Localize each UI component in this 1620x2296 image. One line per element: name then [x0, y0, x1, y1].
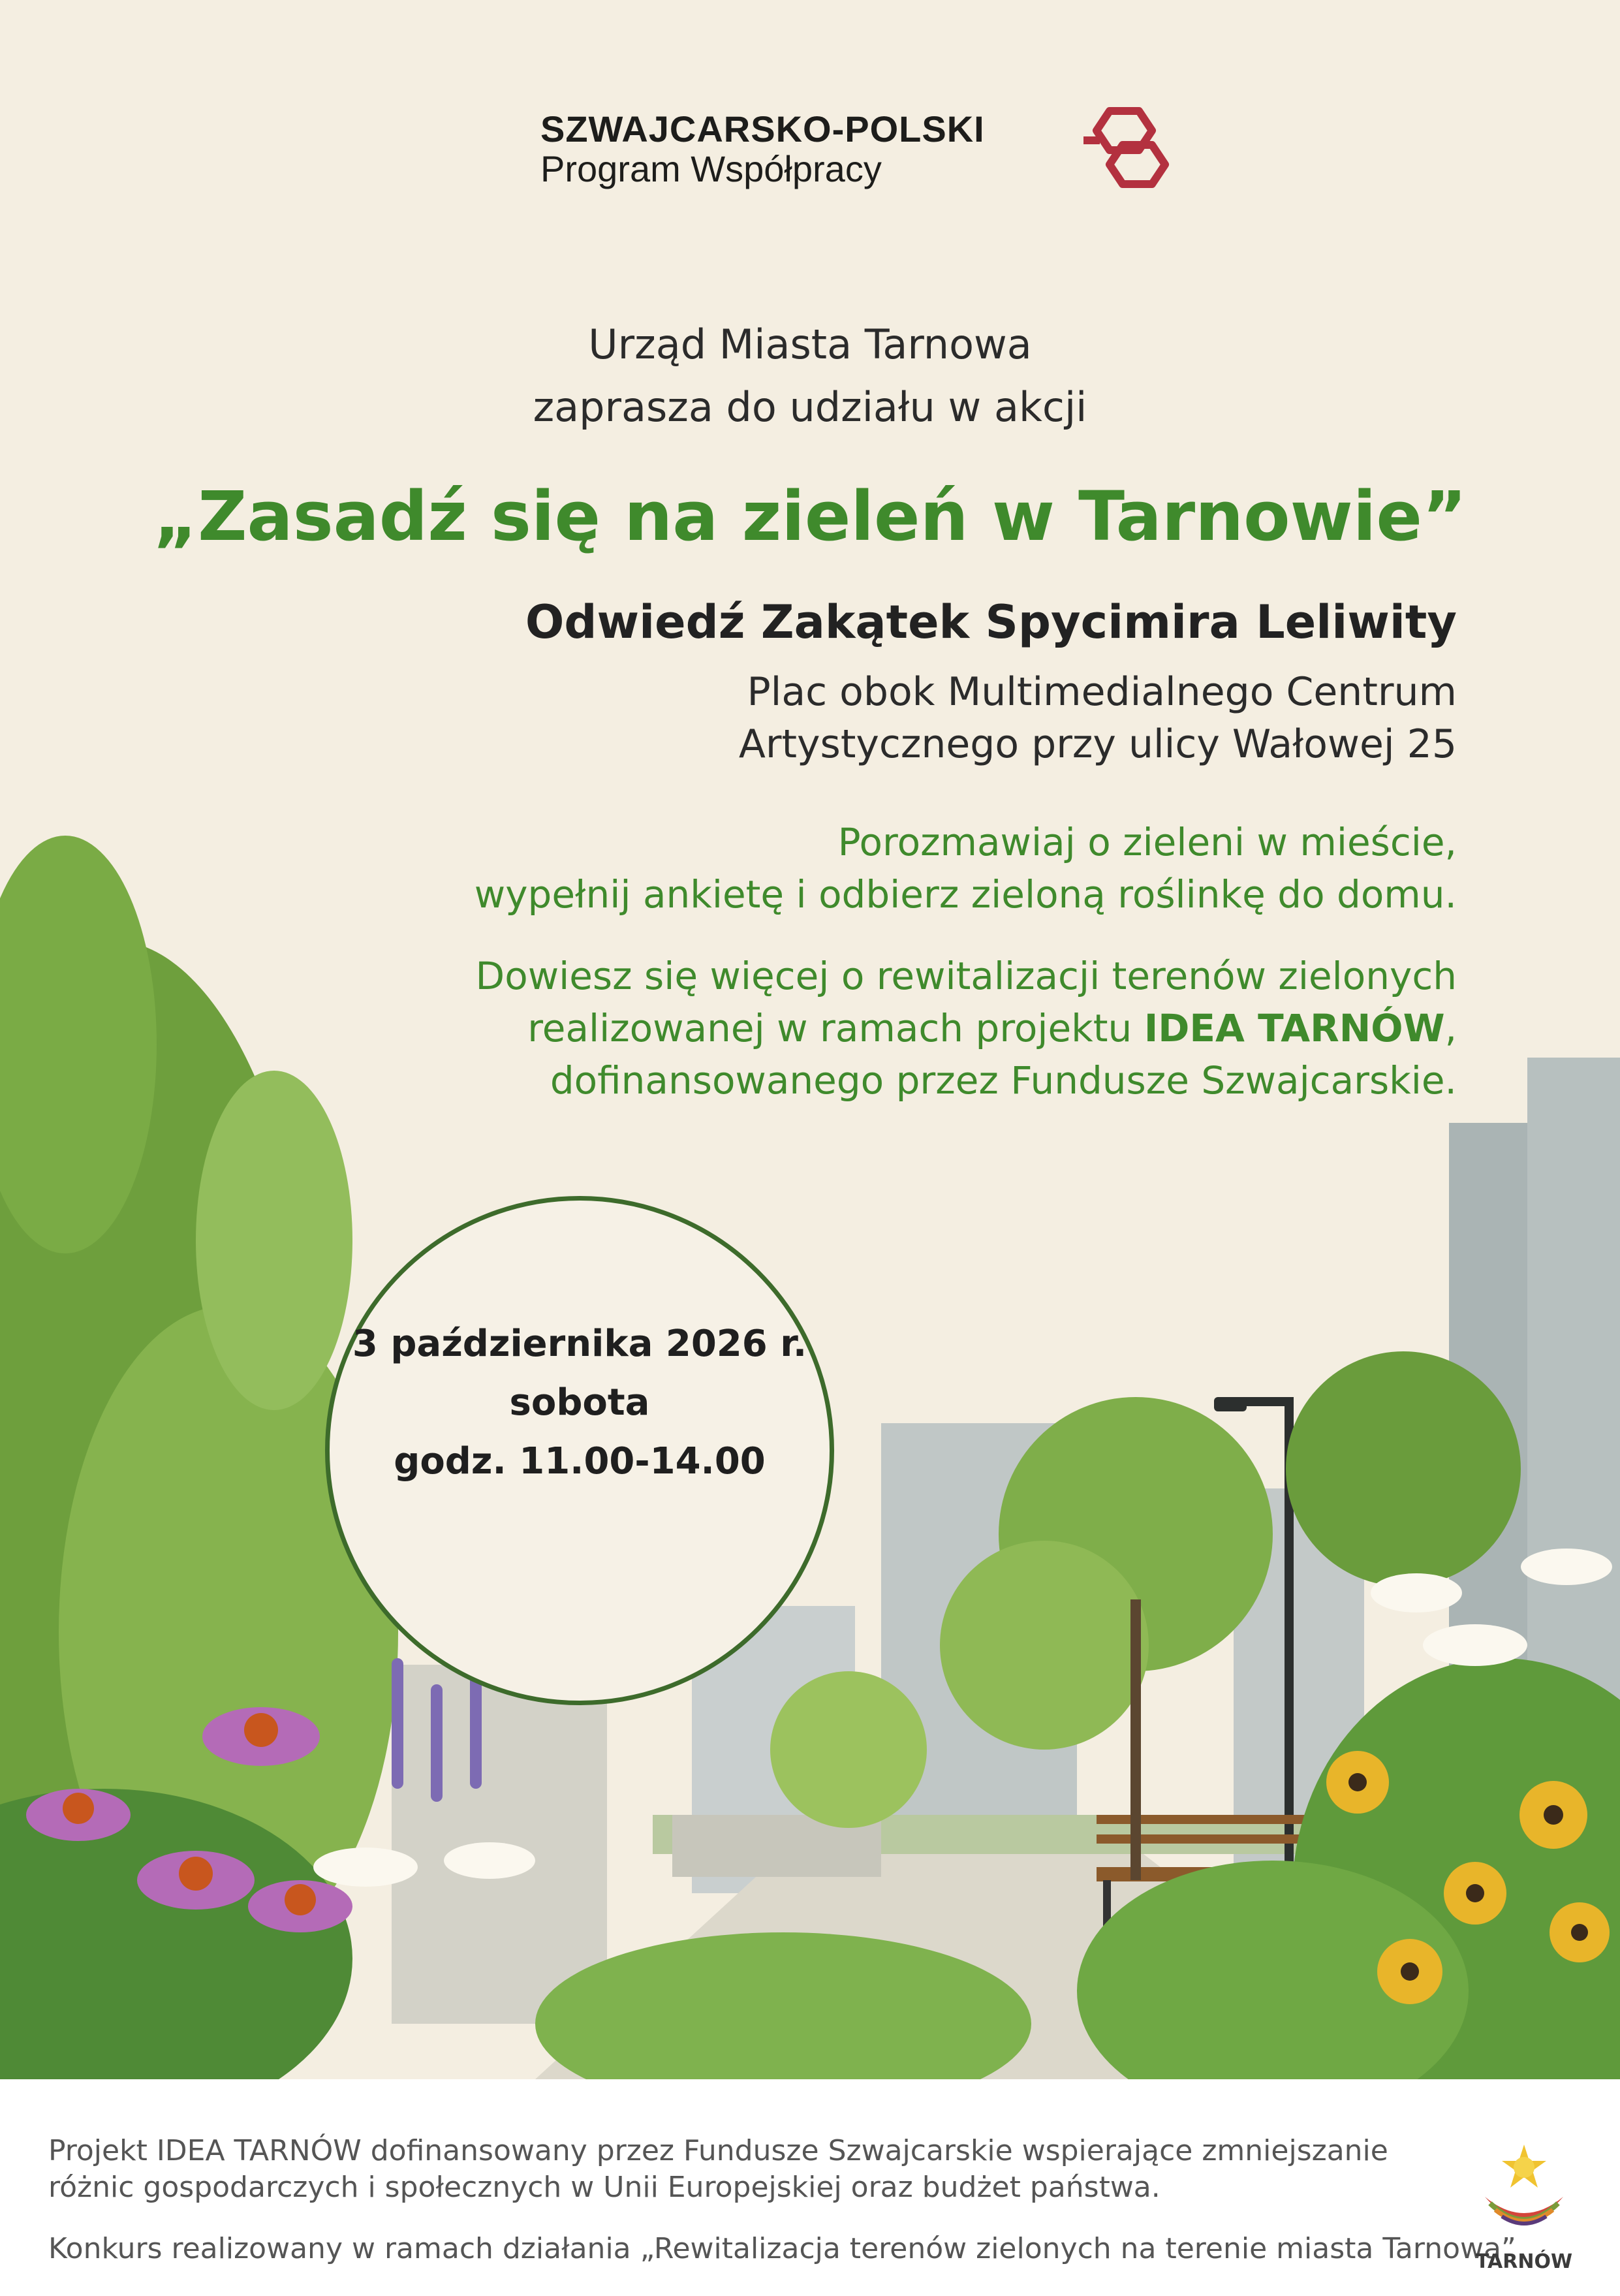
more-info-text — [476, 950, 1457, 1107]
tarnow-city-logo-icon — [1472, 2131, 1576, 2249]
venue-address — [739, 666, 1457, 770]
intro-text — [0, 313, 1620, 439]
more-info-line-3: dofinansowanego przez Fundusze Szwajcarskie. — [550, 1058, 1457, 1103]
event-headline: „Zasadź się na zieleń w Tarnowie” — [153, 477, 1467, 556]
more-info-line-2-suffix: , — [1444, 1006, 1457, 1050]
more-info-line-2-prefix: realizowanej w ramach projektu — [527, 1006, 1144, 1050]
intro-line-1: Urząd Miasta Tarnowa — [588, 321, 1032, 368]
venue-address-line-1: Plac obok Multimedialnego Centrum — [747, 669, 1457, 715]
swiss-polish-program-logo-icon — [1070, 104, 1181, 202]
venue-title: Odwiedź Zakątek Spycimira Leliwity — [525, 595, 1457, 649]
footer — [0, 2079, 1620, 2296]
tarnow-logo-label: TARNÓW — [1475, 2250, 1573, 2273]
event-date: 3 października 2026 r. — [352, 1323, 807, 1365]
program-logo-text — [540, 110, 985, 189]
more-info-line-1: Dowiesz się więcej o rewitalizacji terenów zielonych — [475, 954, 1457, 998]
more-info-line-2 — [476, 1002, 1457, 1054]
footer-funding-note — [48, 2133, 1388, 2206]
event-time: godz. 11.00-14.00 — [394, 1440, 766, 1483]
invite-text — [475, 816, 1457, 920]
project-name: IDEA TARNÓW — [1144, 1006, 1445, 1050]
program-title: SZWAJCARSKO-POLSKI — [540, 108, 985, 149]
intro-line-2: zaprasza do udziału w akcji — [533, 383, 1087, 431]
venue-address-line-2: Artystycznego przy ulicy Wałowej 25 — [738, 721, 1457, 767]
event-day: sobota — [509, 1381, 650, 1424]
footer-line-3: Konkurs realizowany w ramach działania „Rewitalizacja terenów zielonych na terenie miasta Tarnowa” — [48, 2232, 1516, 2265]
event-date-circle — [325, 1196, 834, 1705]
footer-line-2: różnic gospodarczych i społecznych w Unii Europejskiej oraz budżet państwa. — [48, 2171, 1160, 2204]
program-subtitle: Program Współpracy — [540, 148, 882, 189]
footer-line-1: Projekt IDEA TARNÓW dofinansowany przez Fundusze Szwajcarskie wspierające zmniejszanie — [48, 2134, 1388, 2167]
invite-line-1: Porozmawiaj o zieleni w mieście, — [837, 820, 1457, 864]
invite-line-2: wypełnij ankietę i odbierz zieloną roślinkę do domu. — [474, 872, 1457, 917]
